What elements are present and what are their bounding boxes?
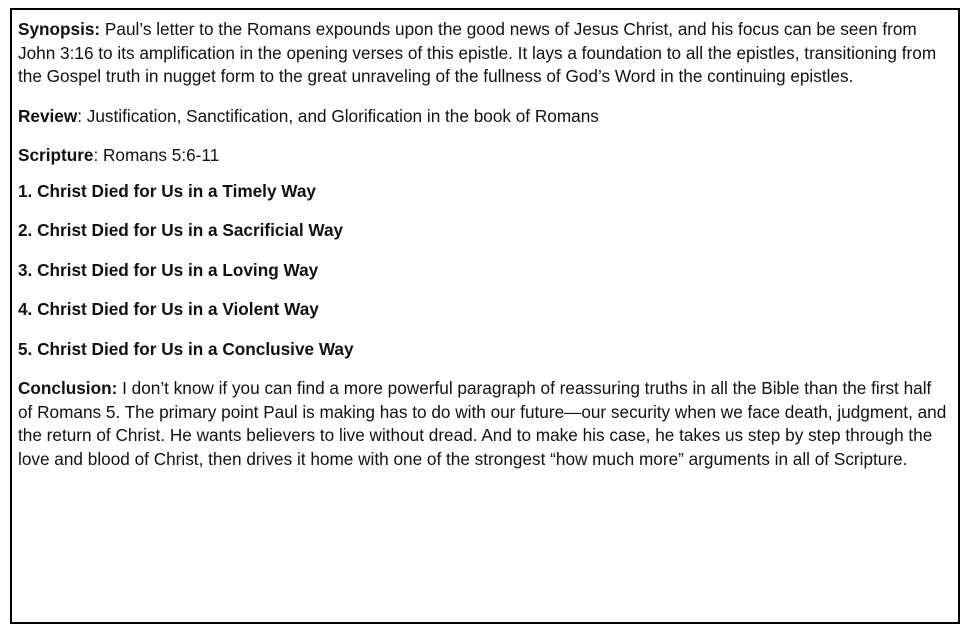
sermon-outline-box bbox=[10, 8, 960, 624]
outline-point-2: 2. Christ Died for Us in a Sacrificial Way bbox=[18, 220, 344, 240]
conclusion-paragraph bbox=[18, 377, 950, 471]
scripture-paragraph bbox=[18, 144, 950, 168]
conclusion-text: I don’t know if you can find a more powerful paragraph of reassuring truths in all the Bible than the first half of Romans 5. The primary point Paul is making has to do with our future—our security when we face death, judgment, and the return of Christ. He wants believers to live without dread. And to make his case, he takes us step by step through the love and blood of Christ, then drives it home with one of the strongest “how much more” arguments in all of Scripture. bbox=[18, 378, 947, 469]
review-text: : Justification, Sanctification, and Glorification in the book of Romans bbox=[77, 105, 599, 126]
scripture-label: Scripture bbox=[18, 145, 94, 165]
review-paragraph bbox=[18, 105, 950, 129]
review-label: Review bbox=[18, 105, 78, 126]
synopsis-paragraph bbox=[18, 18, 950, 89]
synopsis-text: Paul’s letter to the Romans expounds upon the good news of Jesus Christ, and his focus can be seen from John 3:16 to its amplification in the opening verses of this epistle. It lays a foundation to all the epistles, transitioning from the Gospel truth in nugget form to the great unraveling of the fullness of God’s Word in the continuing epistles. bbox=[18, 19, 937, 86]
scripture-text: : Romans 5:6-11 bbox=[93, 145, 220, 165]
outline-point-4: 4. Christ Died for Us in a Violent Way bbox=[18, 299, 319, 319]
outline-point-5: 5. Christ Died for Us in a Conclusive Way bbox=[18, 338, 354, 359]
synopsis-label: Synopsis: bbox=[18, 19, 101, 39]
outline-point-1: 1. Christ Died for Us in a Timely Way bbox=[18, 180, 316, 201]
outline-point-3: 3. Christ Died for Us in a Loving Way bbox=[18, 259, 319, 280]
conclusion-label: Conclusion: bbox=[18, 378, 118, 398]
